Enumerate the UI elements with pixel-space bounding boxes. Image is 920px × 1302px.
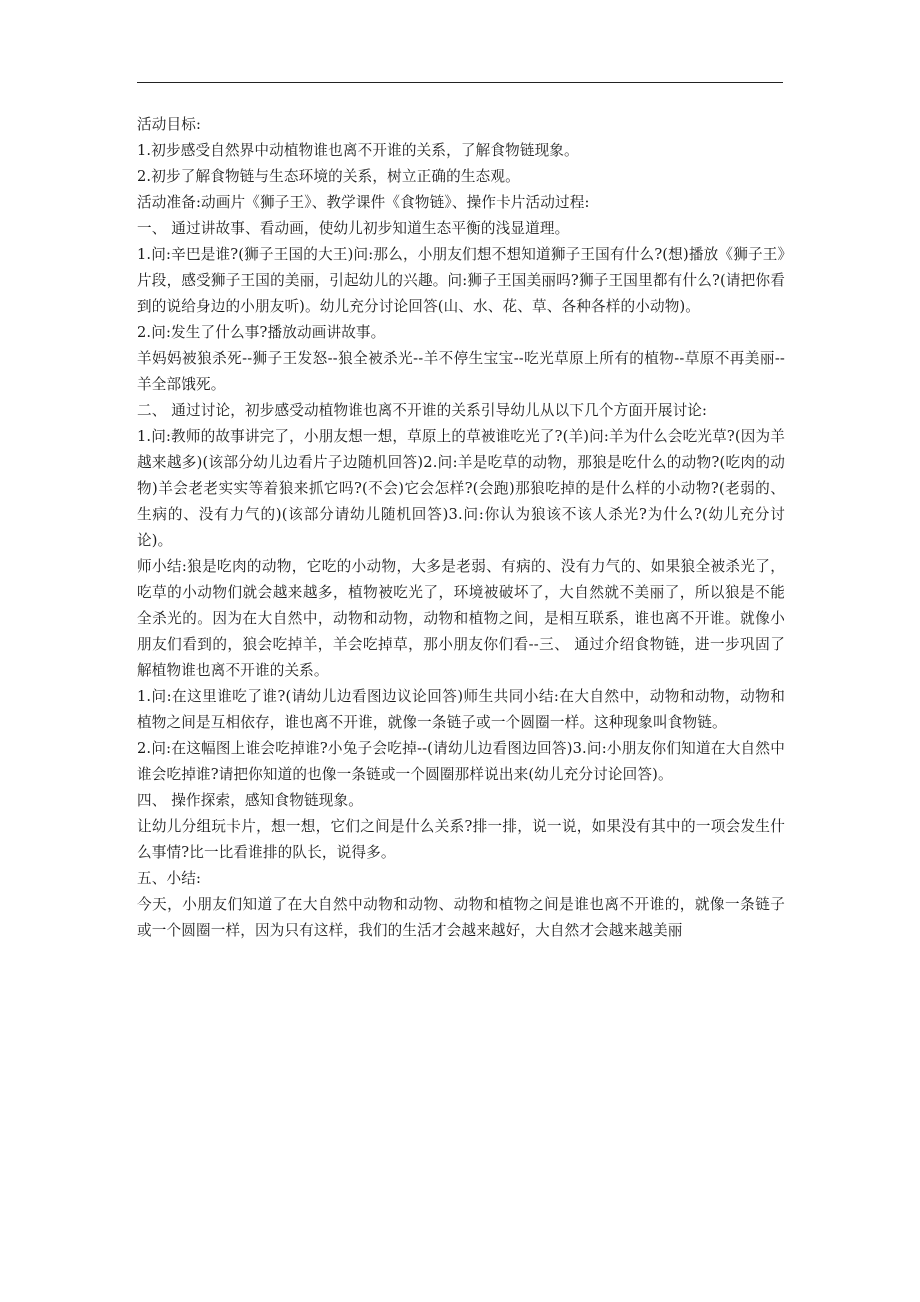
section-3-item-1: 1.问:在这里谁吃了谁?(请幼儿边看图边议论回答)师生共同小结:在大自然中，动物和动物，动物和植物之间是互相依存，谁也离不开谁，就像一条链子或一个圆圈一样。这种现象叫食物链。 xyxy=(137,688,785,731)
goal-item-1: 1.初步感受自然界中动植物谁也离不开谁的关系，了解食物链现象。 xyxy=(137,142,579,159)
section-2-questions: 1.问:教师的故事讲完了，小朋友想一想，草原上的草被谁吃光了?(羊)问:羊为什么会吃光草?(因为羊越来越多)(该部分幼儿边看片子边随机回答)2.问:羊是吃草的动物，那狼是吃什么的动物?(吃肉的动物)羊会老老实实等着狼来抓它吗?(不会)它会怎样?(会跑)那狼吃掉的是什么样的小动物?(老弱的、生病的、没有力气的)(该部分请幼儿随机回答)3.问:你认为狼该不该人杀光?为什么?(幼儿充分讨论)。 xyxy=(137,428,785,549)
section-1-heading: 一、 通过讲故事、看动画，使幼儿初步知道生态平衡的浅显道理。 xyxy=(137,220,570,237)
document-body xyxy=(137,112,785,944)
goal-heading: 活动目标: xyxy=(137,116,202,133)
section-2-heading: 二、 通过讨论，初步感受动植物谁也离不开谁的关系引导幼儿从以下几个方面开展讨论: xyxy=(137,402,708,419)
preparation-line: 活动准备:动画片《狮子王》、教学课件《食物链》、操作卡片活动过程: xyxy=(137,194,590,211)
section-1-item-2: 2.问:发生了什么事?播放动画讲故事。 xyxy=(137,324,386,341)
goal-item-2: 2.初步了解食物链与生态环境的关系，树立正确的生态观。 xyxy=(137,168,520,185)
section-5-heading: 五、小结: xyxy=(137,870,202,887)
teacher-summary: 师小结:狼是吃肉的动物，它吃的小动物，大多是老弱、有病的、没有力气的、如果狼全被杀光了，吃草的小动物们就会越来越多，植物被吃光了，环境被破坏了，大自然就不美丽了，所以狼是不能全杀光的。因为在大自然中，动物和动物，动物和植物之间，是相互联系，谁也离不开谁。就像小朋友们看到的，狼会吃掉羊，羊会吃掉草，那小朋友你们看--三、 通过介绍食物链，进一步巩固了解植物谁也离不开谁的关系。 xyxy=(137,558,785,679)
section-1-item-1: 1.问:辛巴是谁?(狮子王国的大王)问:那么，小朋友们想不想知道狮子王国有什么?(想)播放《狮子王》片段，感受狮子王国的美丽，引起幼儿的兴趣。问:狮子王国美丽吗?狮子王国里都有什么?(请把你看到的说给身边的小朋友听)。幼儿充分讨论回答(山、水、花、草、各种各样的小动物)。 xyxy=(137,246,785,315)
story-chain: 羊妈妈被狼杀死--狮子王发怒--狼全被杀光--羊不停生宝宝--吃光草原上所有的植物--草原不再美丽--羊全部饿死。 xyxy=(137,350,785,393)
closing-paragraph: 今天，小朋友们知道了在大自然中动物和动物、动物和植物之间是谁也离不开谁的，就像一条链子或一个圆圈一样，因为只有这样，我们的生活才会越来越好，大自然才会越来越美丽 xyxy=(137,896,785,939)
header-rule xyxy=(137,82,783,83)
section-3-item-2: 2.问:在这幅图上谁会吃掉谁?小兔子会吃掉--(请幼儿边看图边回答)3.问:小朋友你们知道在大自然中谁会吃掉谁?请把你知道的也像一条链或一个圆圈那样说出来(幼儿充分讨论回答)。 xyxy=(137,740,785,783)
section-4-heading: 四、 操作探索，感知食物链现象。 xyxy=(137,792,363,809)
section-4-activity: 让幼儿分组玩卡片，想一想，它们之间是什么关系?排一排，说一说，如果没有其中的一项会发生什么事情?比一比看谁排的队长，说得多。 xyxy=(137,818,785,861)
